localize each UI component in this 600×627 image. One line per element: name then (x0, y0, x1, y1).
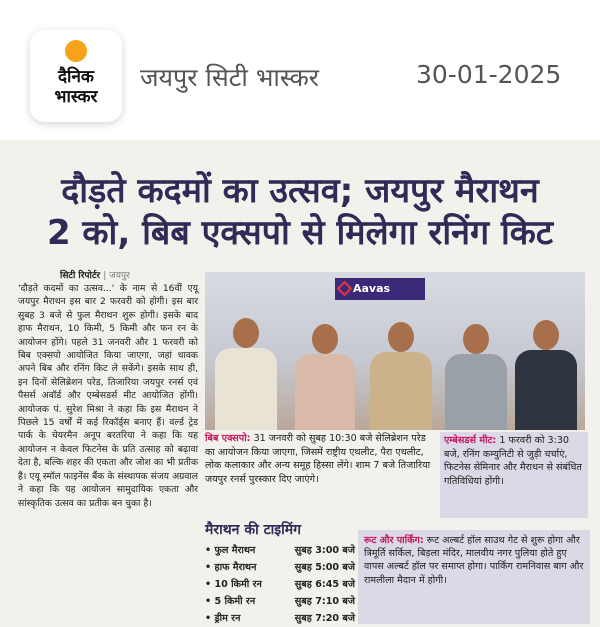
dainik-bhaskar-logo (30, 30, 122, 122)
timing-list (205, 542, 355, 627)
person-figure (370, 316, 432, 430)
route-parking-text: रूट अल्बर्ट हॉल साउथ गेट से शुरू होगा और त्रिमूर्ति सर्किल, बिड़ला मंदिर, मालवीय नगर पुलिया होते हुए वापस अल्बर्ट हॉल पर समाप्त होगा। पार्किंग रामनिवास बाग और रामलीला मैदान में होगी। (364, 535, 584, 586)
logo-text-line1: दैनिक (58, 67, 94, 87)
byline-author: सिटी रिपोर्टर (60, 271, 101, 281)
timing-row (205, 593, 355, 610)
timing-row (205, 559, 355, 576)
timing-time: सुबह 3:00 बजे (294, 545, 355, 556)
logo-text-line2: भास्कर (54, 87, 98, 107)
person-figure (295, 318, 355, 430)
newspaper-clipping (0, 140, 600, 627)
timing-row (205, 542, 355, 559)
sponsor-banner (335, 278, 425, 300)
byline-place: | जयपुर (103, 271, 130, 281)
bib-expo-section (205, 432, 435, 486)
person-figure (445, 318, 507, 430)
timing-row (205, 610, 355, 627)
timing-event: • ड्रीम रन (205, 613, 241, 624)
timing-title: मैराथन की टाइमिंग (205, 522, 302, 538)
page-header (0, 0, 600, 140)
sun-icon (65, 40, 87, 62)
ambassadors-meet-section (440, 432, 588, 518)
timing-time: सुबह 7:20 बजे (294, 613, 355, 624)
route-parking-label: रूट और पार्किंग: (364, 535, 424, 546)
sponsor-logo-icon (337, 281, 353, 297)
timing-time: सुबह 5:00 बजे (294, 562, 355, 573)
person-figure (215, 310, 277, 430)
event-photo (205, 272, 585, 430)
headline-line2: 2 को, बिब एक्सपो से मिलेगा रनिंग किट (46, 213, 554, 253)
ambassadors-meet-label: एम्बेसडर्स मीट: (444, 435, 497, 446)
person-figure (515, 314, 577, 430)
publication-date: 30-01-2025 (416, 60, 562, 89)
bib-expo-text: 31 जनवरी को सुबह 10:30 बजे सेलिब्रेशन परेड का आयोजन किया जाएगा, जिसमें राष्ट्रीय एथलीट, पैरा एथलीट, लोक कलाकार और अन्य समूह हिस्सा लेंगे। शाम 7 बजे तिजारिया जयपुर रनर्स पुरस्कार दिए जाएंगे। (205, 433, 431, 485)
bib-expo-label: बिब एक्सपो: (205, 433, 251, 444)
timing-event: • हाफ मैराथन (205, 562, 257, 573)
byline (60, 268, 130, 281)
timing-time: सुबह 7:10 बजे (294, 596, 355, 607)
timing-event: • 10 किमी रन (205, 579, 262, 590)
timing-row (205, 576, 355, 593)
ambassadors-meet-text: 1 फरवरी को 3:30 बजे, रनिंग कम्युनिटी से जुड़ी चर्चाएं, फिटनेस सेमिनार और मैराथन से संबंधित गतिविधियां होंगी। (444, 435, 582, 487)
headline-line1: दौड़ते कदमों का उत्सव; जयपुर मैराथन (61, 171, 539, 211)
article-headline (10, 170, 590, 254)
timing-time: सुबह 6:45 बजे (294, 579, 355, 590)
route-parking-section (358, 530, 590, 624)
sponsor-banner-text: Aavas (353, 282, 391, 295)
timing-event: • फुल मैराथन (205, 545, 256, 556)
publication-name: जयपुर सिटी भास्कर (140, 63, 320, 92)
timing-event: • 5 किमी रन (205, 596, 256, 607)
article-body: 'दौड़ते कदमों का उत्सव...' के नाम से 16वीं एयू जयपुर मैराथन इस बार 2 फरवरी को होगी। इस बार सुबह 3 बजे से फुल मैराथन शुरू होगी। इसके बाद हाफ मैराथन, 10 किमी, 5 किमी और फन रन के आयोजन होंगे। पहले 31 जनवरी और 1 फरवरी को बिब एक्सपो आयोजित किया जाएगा, जहां धावक अपने बिब और रनिंग किट ले सकेंगे। इसके साथ ही, इन दिनों सेलिब्रेशन परेड, तिजारिया जयपुर रनर्स एवं पैसर्स अवॉर्ड और एम्बेसडर्स मीट आयोजित होंगी। आयोजक पं. सुरेश मिश्रा ने कहा कि इस मैराथन ने पिछले 15 वर्षों में कई रिकॉर्ड्स बनाए हैं। वर्ल्ड ट्रेड पार्क के चेयरमैन अनूप बरतरिया ने कहा कि यह आयोजन न केवल फिटनेस के प्रति उत्साह को बढ़ावा देता है, बल्कि शहर की एकता और जोश का भी प्रतीक है। एयू स्मॉल फाइनेंस बैंक के संस्थापक संजय अग्रवाल ने कहा कि यह आयोजन सामुदायिक एकता और सांस्कृतिक उत्सव का प्रतीक बन चुका है। (18, 283, 198, 509)
